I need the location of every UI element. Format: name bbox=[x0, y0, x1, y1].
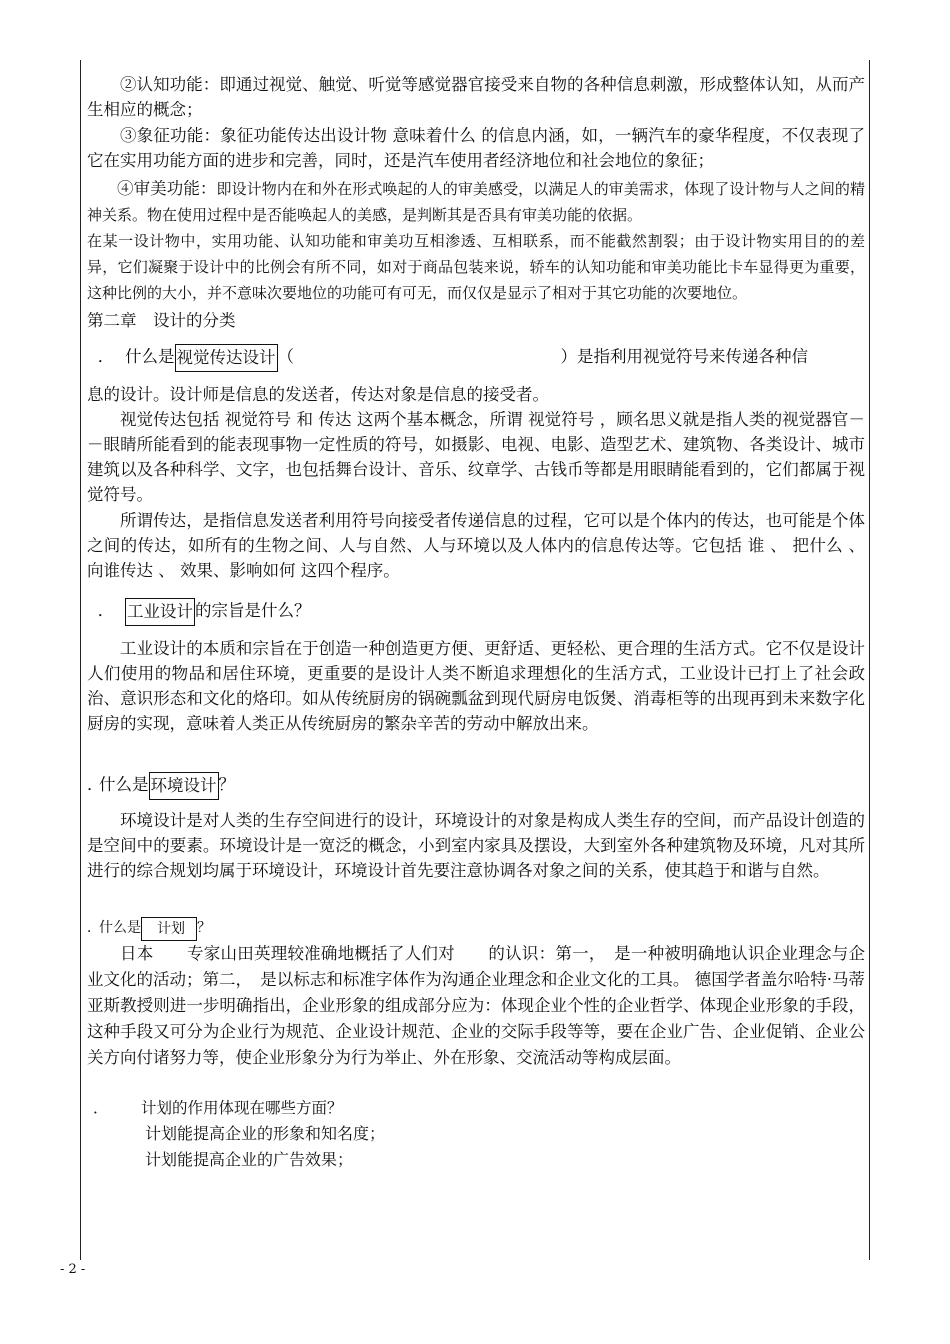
question-continuation: 息的设计。设计师是信息的发送者，传达对象是信息的接受者。 bbox=[87, 385, 549, 404]
question-bullet: ． bbox=[87, 775, 104, 794]
paragraph-label: ③象征功能： bbox=[120, 126, 221, 145]
boxed-term: 视觉传达设计 bbox=[175, 344, 278, 372]
question-paren: （ bbox=[277, 347, 294, 366]
effects-list bbox=[87, 1121, 865, 1173]
question-text: 计划的作用体现在哪些方面？ bbox=[141, 1099, 343, 1117]
paragraph-communication: 所谓传达，是指信息发送者利用符号向接受者传递信息的过程，它可以是个体内的传达，也可能是个体之间的传达，如所有的生物之间、人与自然、人与环境以及人体内的信息传达等。它包括 谁 、 把什么 、 向谁传达 、 效果、影响如何 这四个程序。 bbox=[87, 511, 865, 580]
list-item: 计划能提高企业的广告效果； bbox=[145, 1150, 354, 1169]
frame-left-border bbox=[80, 60, 81, 1260]
question-prefix: 什么是 bbox=[99, 920, 141, 936]
question-bullet: ． bbox=[97, 601, 115, 620]
boxed-term: 环境设计 bbox=[149, 772, 219, 800]
question-suffix: 的宗旨是什么？ bbox=[195, 601, 311, 620]
paragraph-text: 即通过视觉、触觉、听觉等感觉器官接受来自物的各种信息刺激，形成整体认知，从而产生相应的概念； bbox=[87, 75, 866, 119]
question-ci-plan bbox=[87, 917, 865, 941]
boxed-term: 工业设计 bbox=[125, 598, 195, 626]
paragraph-industrial-design: 工业设计的本质和宗旨在于创造一种创造更方便、更舒适、更轻松、更合理的生活方式。它不仅是设计人们使用的物品和居住环境，更重要的是设计人类不断追求理想化的生活方式，工业设计已打上了社会政治、意识形态和文化的烙印。如从传统厨房的锅碗瓢盆到现代厨房电饭煲、消毒柜等的出现再到未来数字化厨房的实现，意味着人类正从传统厨房的繁杂辛苦的劳动中解放出来。 bbox=[87, 639, 865, 733]
paragraph-label: ②认知功能： bbox=[120, 75, 220, 94]
question-bullet: ． bbox=[93, 1099, 109, 1117]
paragraph-cognitive-function bbox=[87, 72, 865, 122]
question-suffix: ？ bbox=[197, 920, 211, 936]
paragraph-ci-definition: 日本 专家山田英理较准确地概括了人们对 的认识：第一， 是一种被明确地认识企业理念与企业文化的活动；第二， 是以标志和标准字体作为沟通企业理念和企业文化的工具。 德国学者盖尔哈特·马蒂亚斯教授则进一步明确指出，企业形象的组成部分应为：体现企业个性的企业哲学、体现企业形象的手段，这种手段又可分为企业行为规范、企业设计规范、企业的交际手段等等，要在企业广告、企业促销、企业公关方向付诸努力等，使企业形象分为行为举止、外在形象、交流活动等构成层面。 bbox=[87, 944, 865, 1067]
frame-right-border bbox=[869, 60, 870, 1260]
question-prefix: 什么是 bbox=[125, 347, 175, 366]
question-environment-design bbox=[87, 772, 865, 800]
question-bullet: ． bbox=[97, 347, 115, 366]
question-suffix: ）是指利用视觉符号来传递各种信 bbox=[560, 347, 808, 366]
boxed-term: 计划 bbox=[141, 917, 197, 941]
question-visual-communication bbox=[87, 344, 865, 372]
question-plan-effects bbox=[87, 1095, 865, 1121]
question-industrial-design bbox=[87, 598, 865, 626]
paragraph-symbolic-function bbox=[87, 123, 865, 173]
paragraph-visual-symbols: 视觉传达包括 视觉符号 和 传达 这两个基本概念，所谓 视觉符号 ，顾名思义就是指人类的视觉器官－－眼睛所能看到的能表现事物一定性质的符号，如摄影、电视、电影、造型艺术、建筑物、各类设计、城市建筑以及各种科学、文字，也包括舞台设计、音乐、纹章学、古钱币等都是用眼睛能看到的，它们都属于视觉符号。 bbox=[87, 410, 865, 504]
paragraph-environment-design: 环境设计是对人类的生存空间进行的设计，环境设计的对象是构成人类生存的空间，而产品设计创造的是空间中的要素。环境设计是一宽泛的概念，小到室内家具及摆设，大到室外各种建筑物及环境，凡对其所进行的综合规划均属于环境设计，环境设计首先要注意协调各对象之间的关系，使其趋于和谐与自然。 bbox=[87, 811, 865, 880]
list-item: 计划能提高企业的形象和知名度； bbox=[145, 1124, 386, 1143]
paragraph-function-relations: 在某一设计物中，实用功能、认知功能和审美功互相渗透、互相联系，而不能截然割裂；由于设计物实用目的的差异，它们凝聚于设计中的比例会有所不同，如对于商品包装来说，轿车的认知功能和审美功能比卡车显得更为重要，这种比例的大小，并不意味次要地位的功能可有可无，而仅仅是显示了相对于其它功能的次要地位。 bbox=[87, 232, 865, 302]
page-number: - 2 - bbox=[60, 1262, 86, 1277]
question-prefix: 什么是 bbox=[99, 775, 149, 794]
paragraph-text: 即设计物内在和外在形式唤起的人的审美感受，以满足人的审美需求，体现了设计物与人之间的精神关系。物在使用过程中是否能唤起人的美感，是判断其是否具有审美功能的依据。 bbox=[87, 180, 865, 224]
paragraph-text: 象征功能传达出设计物 意味着什么 的信息内涵，如，一辆汽车的豪华程度，不仅表现了它在实用功能方面的进步和完善，同时，还是汽车使用者经济地位和社会地位的象征； bbox=[87, 126, 865, 170]
paragraph-aesthetic-function bbox=[87, 176, 865, 228]
paragraph-label: ④审美功能： bbox=[117, 179, 217, 198]
chapter-heading: 第二章 设计的分类 bbox=[87, 311, 236, 330]
question-bullet: ． bbox=[87, 920, 101, 936]
question-suffix: ？ bbox=[218, 775, 235, 794]
document-body bbox=[87, 72, 865, 1173]
